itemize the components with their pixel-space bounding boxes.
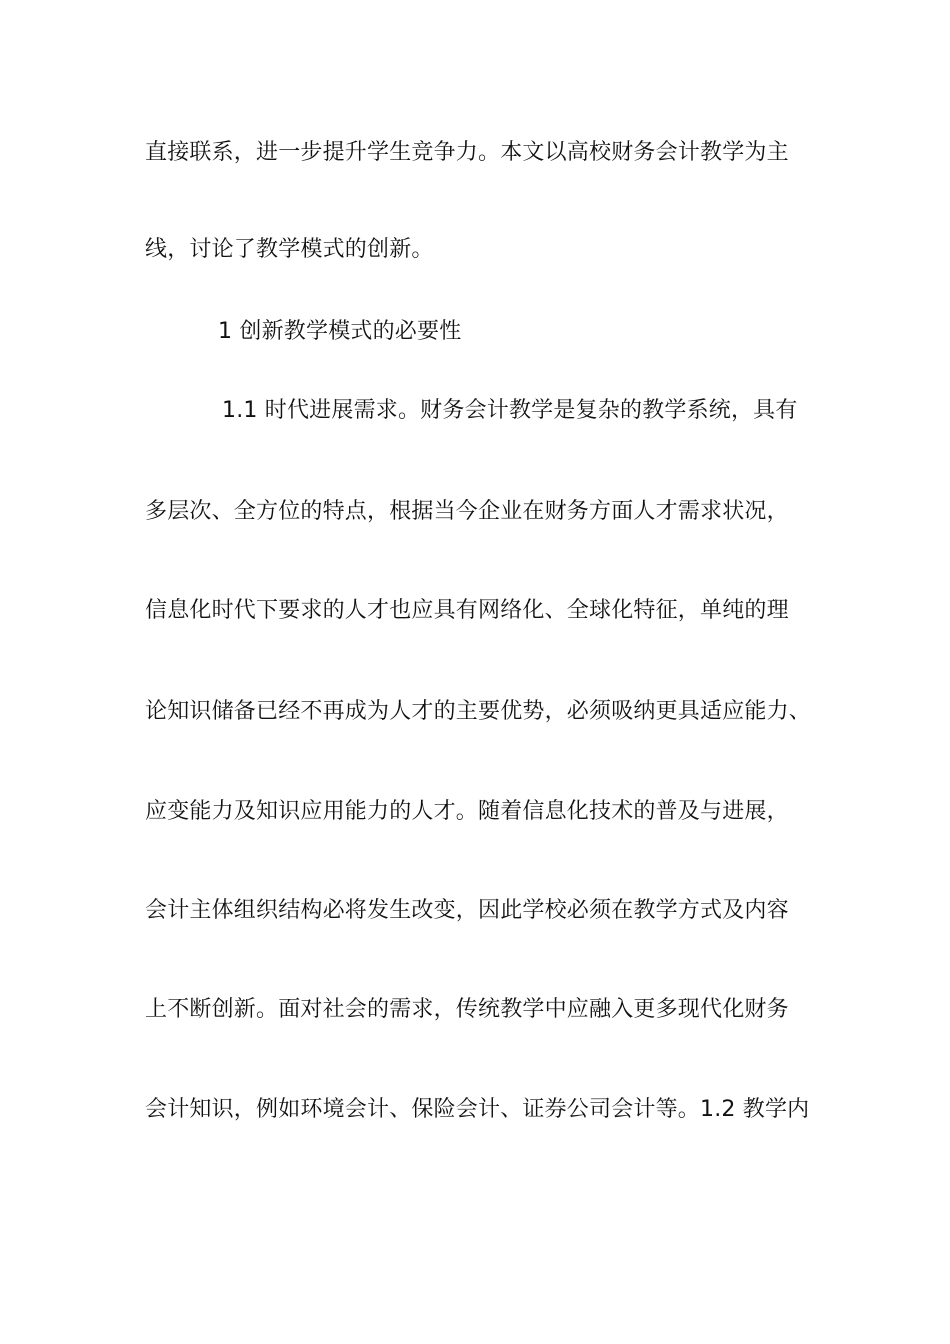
- paragraph-line: 论知识储备已经不再成为人才的主要优势，必须吸纳更具适应能力、: [145, 699, 812, 724]
- paragraph-line: 线，讨论了教学模式的创新。: [145, 237, 434, 262]
- paragraph-line: 1.1 时代进展需求。财务会计教学是复杂的教学系统，具有: [222, 398, 798, 423]
- paragraph-line: 应变能力及知识应用能力的人才。随着信息化技术的普及与进展，: [145, 799, 789, 824]
- paragraph-line: 会计知识，例如环境会计、保险会计、证券公司会计等。1.2 教学内: [145, 1097, 810, 1122]
- paragraph-line: 直接联系，进一步提升学生竞争力。本文以高校财务会计教学为主: [145, 140, 789, 165]
- paragraph-line: 多层次、全方位的特点，根据当今企业在财务方面人才需求状况，: [145, 499, 789, 524]
- paragraph-line: 信息化时代下要求的人才也应具有网络化、全球化特征，单纯的理: [145, 598, 789, 623]
- paragraph-line: 上不断创新。面对社会的需求，传统教学中应融入更多现代化财务: [145, 997, 789, 1022]
- paragraph-line: 会计主体组织结构必将发生改变，因此学校必须在教学方式及内容: [145, 898, 789, 923]
- section-heading: 1 创新教学模式的必要性: [218, 319, 462, 344]
